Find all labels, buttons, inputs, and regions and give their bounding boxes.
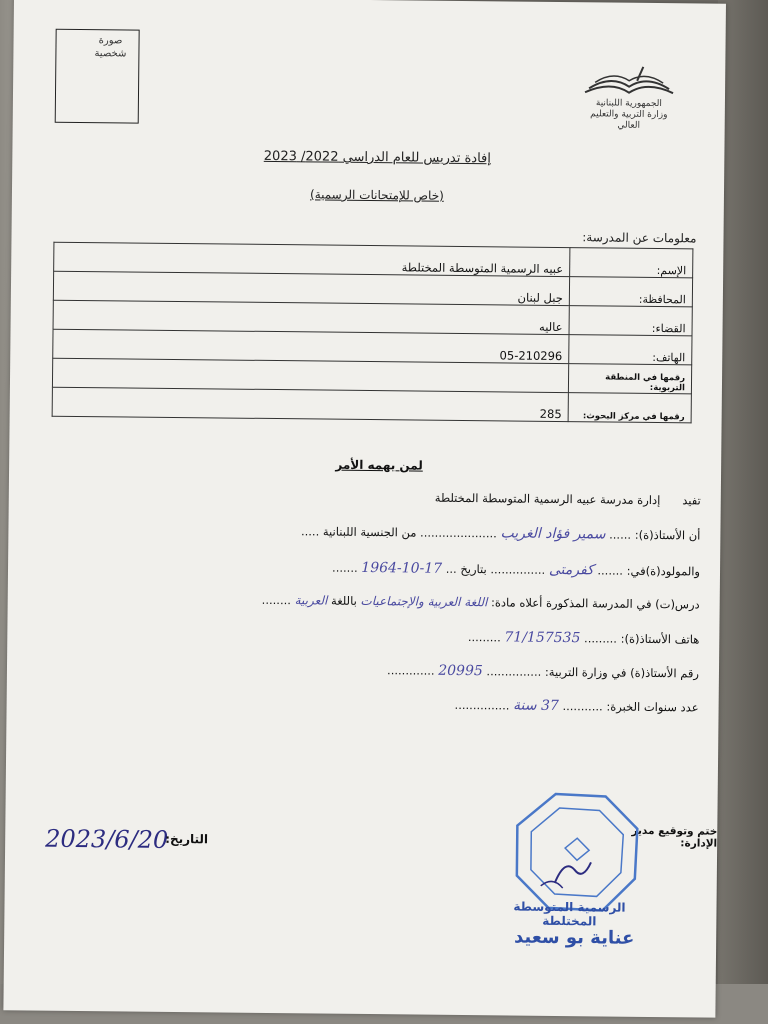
school-info-label: معلومات عن المدرسة: [582, 230, 697, 246]
language: العربية [294, 593, 328, 608]
district-value: عاليه [53, 300, 569, 334]
ministry-number: 20995 [438, 662, 483, 680]
ministry-number-prefix: رقم الأستاذ(ة) في وزارة التربية: [544, 664, 700, 681]
birth-line: والمولود(ة)في: ....... كفرمتى ............... بتاريخ ... 17-10-1964 ....... [332, 559, 701, 579]
phone-line: هاتف الأستاذ(ة): ......... 71/157535 ......... [467, 629, 700, 647]
taught-prefix: درس(ت) في المدرسة المذكورة أعلاه مادة: [491, 595, 700, 612]
governorate-value: جبل لبنان [53, 271, 569, 305]
intro-verb: تفيد [682, 493, 701, 508]
stamp-name: عناية بو سعيد [513, 926, 635, 949]
research-center-number-label: رقمها في مركز البحوث: [568, 393, 691, 423]
republic-label: الجمهورية اللبنانية [595, 98, 662, 110]
date-word: بتاريخ [460, 561, 487, 577]
ministry-label: وزارة التربية والتعليم العالي [590, 109, 668, 131]
background-right [718, 0, 768, 1024]
intro-line [435, 491, 701, 508]
intro-text: إدارة مدرسة عبيه الرسمية المتوسطة المختلطة [434, 490, 661, 508]
district-label: القضاء: [569, 306, 692, 336]
nationality: من الجنسية اللبنانية [322, 524, 417, 540]
born-prefix: والمولود(ة)في: [626, 563, 701, 579]
research-center-number-value: 285 [52, 387, 568, 421]
book-logo-icon [581, 62, 677, 99]
ministry-name [579, 98, 679, 132]
language-word: باللغة [331, 593, 357, 608]
teacher-phone: 71/157535 [504, 629, 581, 647]
stamp-school: الرسمية المتوسطة المختلطة [513, 899, 626, 929]
name-value: عبيه الرسمية المتوسطة المختلطة [54, 242, 570, 276]
name-label: الإسم: [570, 248, 693, 278]
governorate-label: المحافظة: [569, 277, 692, 307]
teacher-line: أن الأستاذ(ة): ...... سمير فؤاد الغريب ..................... من الجنسية اللبنانية ..... [300, 524, 701, 543]
teacher-prefix: أن الأستاذ(ة): [634, 527, 701, 543]
ministry-number-line: رقم الأستاذ(ة) في وزارة التربية: ............... 20995 ............. [387, 662, 700, 681]
experience-line: عدد سنوات الخبرة: ........... 37 سنة ............... [454, 697, 699, 715]
experience-prefix: عدد سنوات الخبرة: [606, 699, 699, 715]
subject: اللغة العربية والإجتماعيات [360, 593, 488, 610]
phone-value: 05-210296 [53, 329, 569, 363]
phone-label: الهاتف: [569, 335, 692, 365]
experience: 37 سنة [513, 697, 559, 715]
date-value: 2023/6/20 [45, 824, 169, 854]
to-whom-heading: لمن يهمه الأمر [335, 457, 423, 473]
table-row [52, 387, 691, 423]
certificate-page [3, 0, 726, 1018]
date-label: التاريخ: [165, 831, 209, 847]
subject-line: درس(ت) في المدرسة المذكورة أعلاه مادة: اللغة العربية والإجتماعيات باللغة العربية ........ [261, 592, 700, 612]
teacher-name: سمير فؤاد الغريب [500, 525, 606, 543]
born-place: كفرمتى [548, 561, 594, 579]
school-info-table [52, 242, 694, 424]
photo-label: صورة شخصية [94, 35, 127, 60]
ministry-logo [581, 62, 678, 131]
signature-label: ختم وتوقيع مدير الإدارة: [631, 824, 718, 850]
born-date: 17-10-1964 [361, 559, 443, 577]
photo-box [55, 29, 140, 124]
phone-prefix: هاتف الأستاذ(ة): [620, 631, 700, 647]
page-subtitle: (خاص للإمتحانات الرسمية) [309, 187, 444, 203]
educational-area-number-label: رقمها في المنطقة التربوية: [568, 364, 691, 394]
page-title: إفادة تدريس للعام الدراسي 2022/ 2023 [263, 148, 491, 167]
